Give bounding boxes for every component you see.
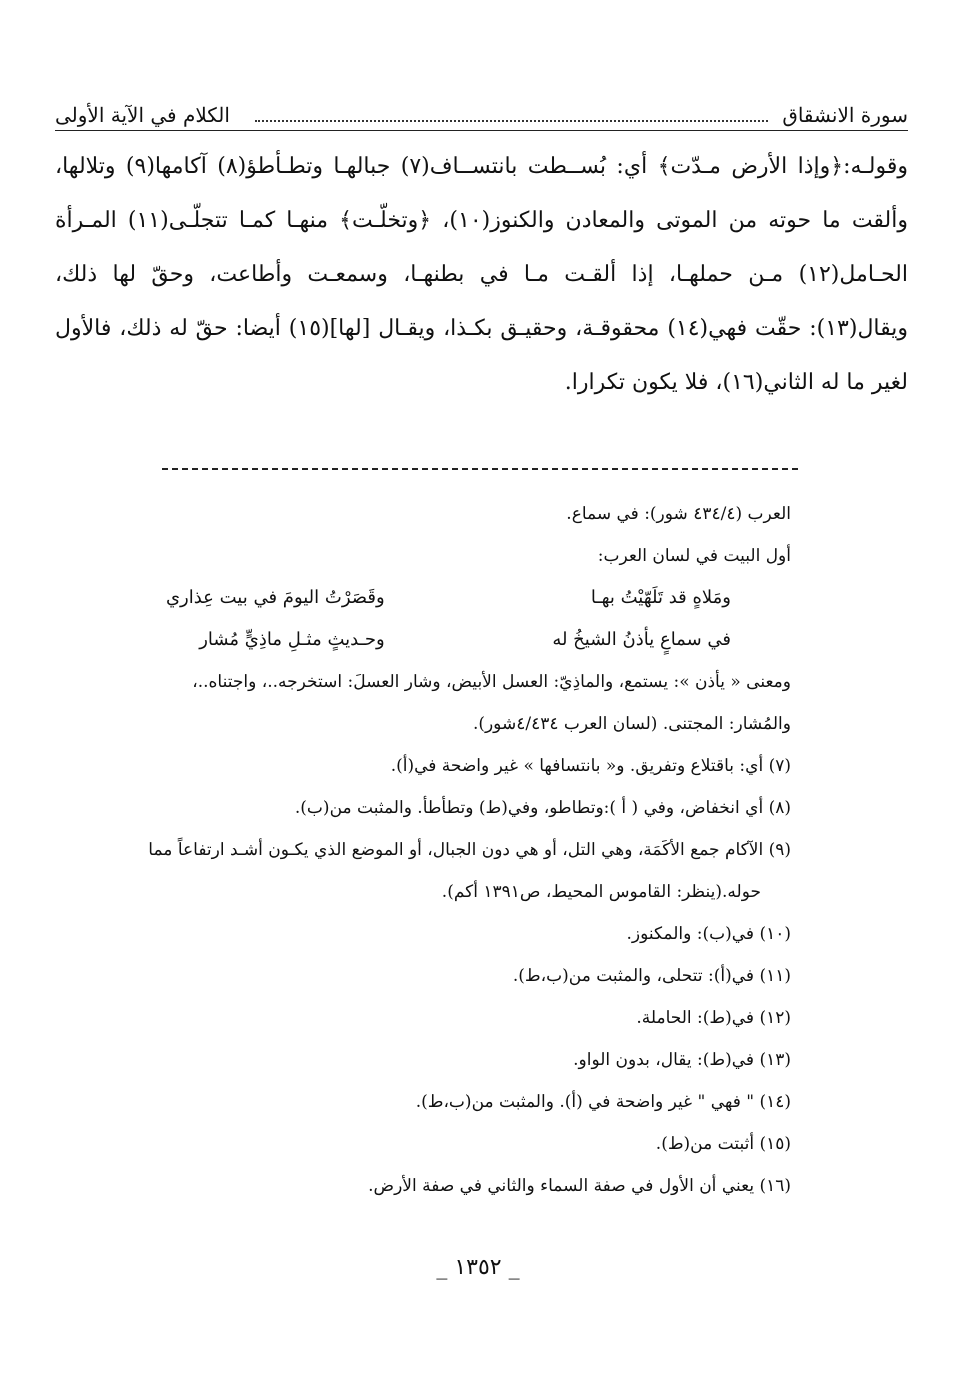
footnote-9: (٩) الآكام جمع الأكَمَة، وهي التل، أو هي دون الجبال، أو الموضع الذي يكـون أشـد ارتفاعاً مما — [148, 840, 791, 860]
poetry-verse — [55, 619, 791, 661]
footnote-7: (٧) أي: باقتلاع وتفريق. و« بانتسافها » غير واضحة في(أ). — [390, 756, 791, 776]
footnote-9-continued: حوله.(ينظر: القاموس المحيط، ص١٣٩١ أكم). — [441, 882, 761, 902]
footnote-14: (١٤) " فهي " غير واضحة في (أ). والمثبت من(ب،ط). — [415, 1092, 791, 1112]
footnote-13: (١٣) في(ط): يقال، بدون الواو. — [573, 1050, 791, 1070]
page-number: _ ١٣٥٢ _ — [436, 1255, 520, 1280]
header-topic: الكلام في الآية الأولى — [55, 103, 230, 127]
running-header — [55, 100, 908, 131]
poetry-verse — [55, 577, 791, 619]
footnote-line: أول البيت في لسان العرب: — [597, 546, 791, 566]
main-text — [55, 140, 908, 410]
footnote-11: (١١) في(أ): تتحلى، والمثبت من(ب،ط). — [512, 966, 791, 986]
verse-hemistich-second: وحـديثٍ مثـلِ ماذِيٍّ مُشار — [199, 629, 385, 650]
footnote-8: (٨) أي انخفاض، وفي ( أ ):وتطاطو، وفي(ط) وتطأطأ. والمثبت من(ب). — [294, 798, 791, 818]
footnote-12: (١٢) في(ط): الحاملة. — [636, 1008, 791, 1028]
verse-hemistich-first: ومَلاهٍ قد تَلَهّيْتُ بهـا — [590, 587, 731, 608]
footnote-16: (١٦) يعني أن الأول في صفة السماء والثاني في صفة الأرض. — [368, 1176, 791, 1196]
header-surah: سورة الانشقاق — [782, 103, 908, 127]
footnote-line: والمُشار: المجتنى. (لسان العرب ٤/٤٣٤شور). — [472, 714, 791, 734]
header-leader-dots — [255, 102, 768, 122]
main-paragraph: وقولـه:﴿وإذا الأرض مـدّت﴾ أي: بُســطت بانتســاف(٧) جبالهـا وتطـأطؤ(٨) آكامها(٩) وتلالها، وألقت ما حوته من الموتى والمعادن والكنوز(١٠)، ﴿وتخلّـت﴾ منهـا كمـا تتجلّـى(١١) المـرأة الحـامل(١٢) مـن حملهـا، إذا ألقـت مـا في بطنهـا، وسمعـت وأطاعت، وحقّ لها ذلك، ويقال(١٣): حقّت فهي(١٤) محقوقـة، وحقيـق بكـذا، ويقـال [لها](١٥) أيضا: حقّ له ذلك، فالأول لغير ما له الثاني(١٦)، فلا يكون تكرارا. — [55, 154, 909, 395]
footnote-10: (١٠) في(ب): والمكنوز. — [626, 924, 791, 944]
footnote-separator — [162, 468, 798, 470]
footnote-15: (١٥) أثبتت من(ط). — [655, 1134, 791, 1154]
footnotes — [55, 493, 791, 1207]
footnote-line: العرب (٤٣٤/٤ شور): في سماع. — [566, 504, 791, 524]
verse-hemistich-second: وقَصَرْتُ اليومَ في بيت عِذاري — [165, 587, 385, 608]
verse-hemistich-first: في سماعٍ يأذنُ الشيخُ له — [552, 629, 731, 650]
footnote-line: ومعنى « يأذن »: يستمع، والماذِيّ: العسل الأبيض، وشار العسلَ: استخرجه..، واجتناه..، — [192, 672, 791, 692]
